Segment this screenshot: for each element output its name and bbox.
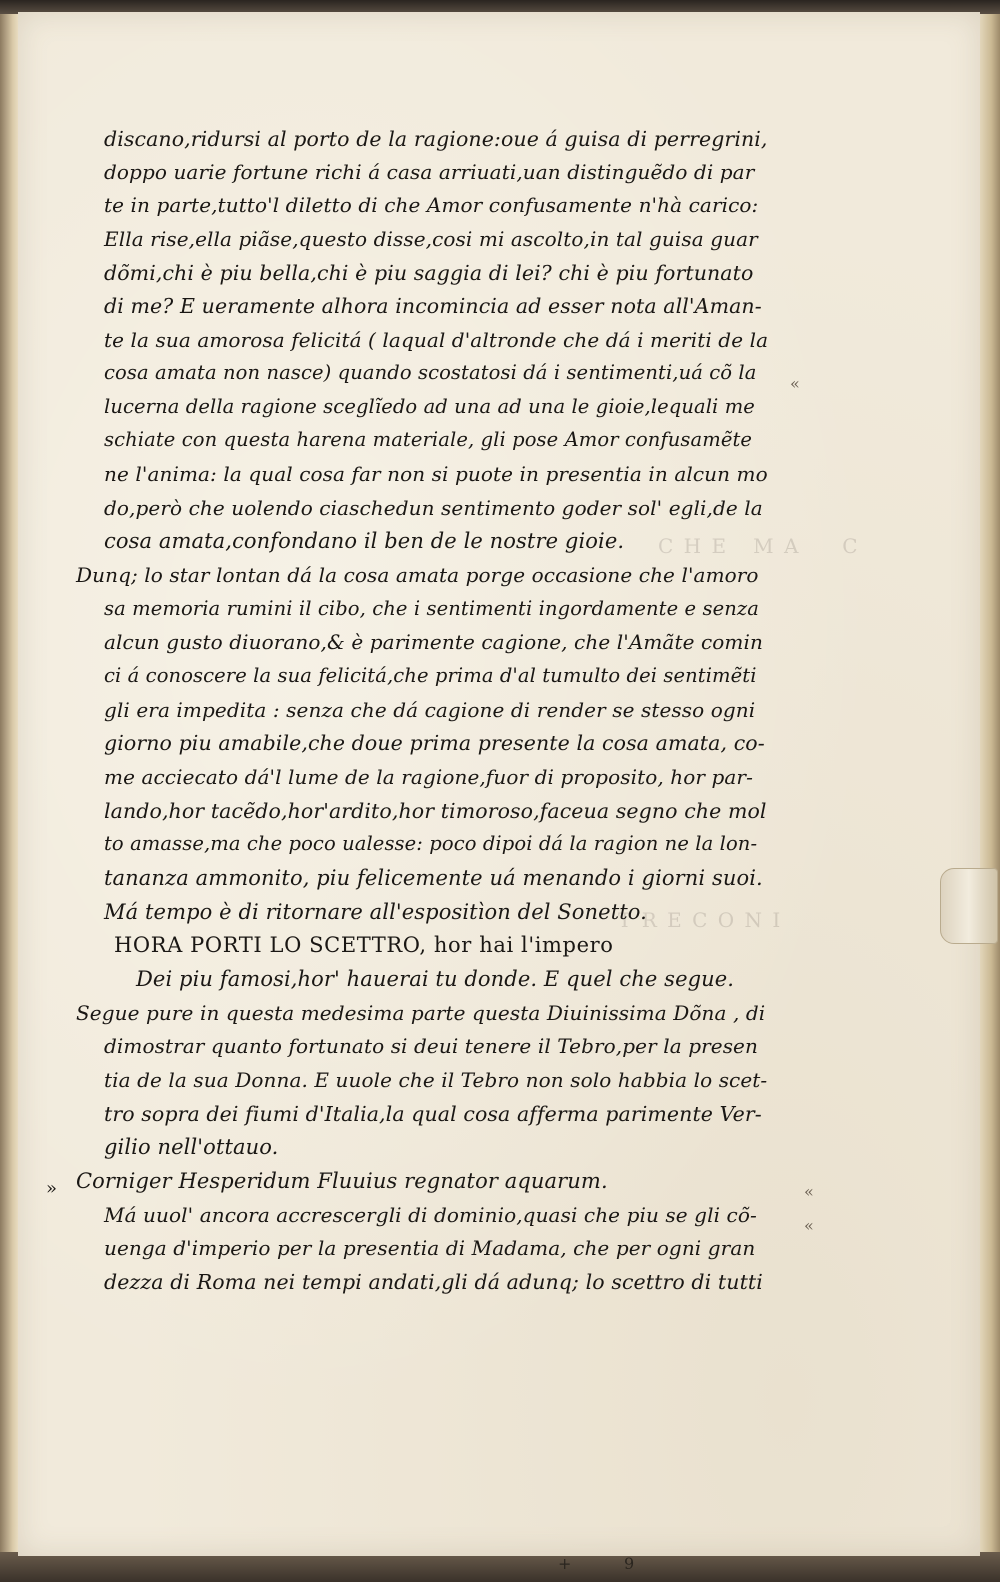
sonnet-verse-line: HORA PORTI LO SCETTRO, hor hai l'impero — [114, 933, 614, 957]
text-line: tro sopra dei fiumi d'Italia,la qual cosa afferma parimente Ver- — [104, 1102, 762, 1126]
text-line: ne l'anima: la qual cosa far non si puote in presentia in alcun mo — [104, 462, 768, 486]
book-binding-bottom — [0, 1552, 1000, 1582]
quotation-line: Corniger Hesperidum Fluuius regnator aquarum. — [76, 1169, 608, 1193]
text-line: cosa amata,confondano il ben de le nostre gioie. — [104, 529, 625, 553]
text-line: dõmi,chi è piu bella,chi è piu saggia di lei? chi è piu fortunato — [104, 261, 754, 285]
text-line: discano,ridursi al porto de la ragione:oue á guisa di perregrini, — [104, 127, 768, 151]
text-line: Má uuol' ancora accrescergli di dominio,quasi che piu se gli cõ- — [104, 1203, 757, 1227]
text-line: lucerna della ragione sceglĩedo ad una ad una le gioie,lequali me — [104, 395, 755, 418]
text-line: ci á conoscere la sua felicitá,che prima d'al tumulto dei sentimẽti — [104, 664, 757, 687]
text-line: uenga d'imperio per la presentia di Madama, che per ogni gran — [104, 1236, 756, 1260]
text-line: alcun gusto diuorano,& è parimente cagione, che l'Amãte comin — [104, 630, 763, 654]
text-line: sa memoria rumini il cibo, che i sentimenti ingordamente e senza — [104, 597, 759, 620]
text-line: do,però che uolendo ciaschedun sentimento goder sol' egli,de la — [104, 496, 763, 520]
page-tab-marker — [940, 868, 998, 944]
text-line: cosa amata non nasce) quando scostatosi dá i sentimenti,uá cõ la — [104, 361, 757, 384]
sonnet-verse-line: Dei piu famosi,hor' hauerai tu donde. E quel che segue. — [136, 967, 735, 991]
margin-mark: « — [804, 1182, 814, 1201]
bleed-through-text: C H E M A C — [658, 534, 860, 558]
page-stack-edge-right — [978, 14, 1000, 1554]
footer-mark: 9 — [624, 1554, 635, 1573]
text-line: giorno piu amabile,che doue prima presente la cosa amata, co- — [104, 731, 765, 755]
text-line: doppo uarie fortune richi á casa arriuati,uan distinguẽdo di par — [104, 160, 755, 184]
bleed-through-text: T R E C O N I — [618, 908, 783, 932]
text-line: dimostrar quanto fortunato si deui tenere il Tebro,per la presen — [104, 1034, 758, 1058]
text-line: dezza di Roma nei tempi andati,gli dá adunq; lo scettro di tutti — [104, 1270, 763, 1294]
bleed-through-text — [128, 1308, 136, 1332]
book-page — [18, 12, 980, 1573]
margin-mark: « — [804, 1216, 814, 1235]
text-line: schiate con questa harena materiale, gli pose Amor confusamẽte — [104, 428, 753, 451]
text-line: gli era impedita : senza che dá cagione di render se stesso ogni — [104, 698, 756, 722]
text-line: te la sua amorosa felicitá ( laqual d'altronde che dá i meriti de la — [104, 328, 769, 352]
text-line: gilio nell'ottauo. — [104, 1135, 279, 1159]
margin-mark: « — [790, 374, 800, 393]
text-line: me acciecato dá'l lume de la ragione,fuor di proposito, hor par- — [104, 765, 753, 789]
text-line: Segue pure in questa medesima parte questa Diuinissima Dõna , di — [76, 1001, 766, 1025]
text-line: Ella rise,ella piãse,questo disse,cosi mi ascolto,in tal guisa guar — [104, 227, 758, 251]
text-line: te in parte,tutto'l diletto di che Amor confusamente n'hà carico: — [104, 193, 759, 217]
text-line: to amasse,ma che poco ualesse: poco dipoi dá la ragion ne la lon- — [104, 832, 758, 855]
footer-mark: + — [558, 1554, 572, 1573]
text-line: Má tempo è di ritornare all'espositìon del Sonetto. — [104, 900, 647, 924]
text-line: di me? E ueramente alhora incomincia ad esser nota all'Aman- — [104, 294, 762, 318]
book-gutter-left — [0, 14, 18, 1554]
text-line: lando,hor tacẽdo,hor'ardito,hor timoroso,faceua segno che mol — [104, 799, 767, 823]
text-line: Dunq; lo star lontan dá la cosa amata porge occasione che l'amoro — [76, 563, 759, 587]
text-line: tananza ammonito, piu felicemente uá menando i giorni suoi. — [104, 866, 763, 890]
margin-quote-mark: » — [46, 1178, 58, 1199]
text-line: tia de la sua Donna. E uuole che il Tebro non solo habbia lo scet- — [104, 1068, 768, 1092]
